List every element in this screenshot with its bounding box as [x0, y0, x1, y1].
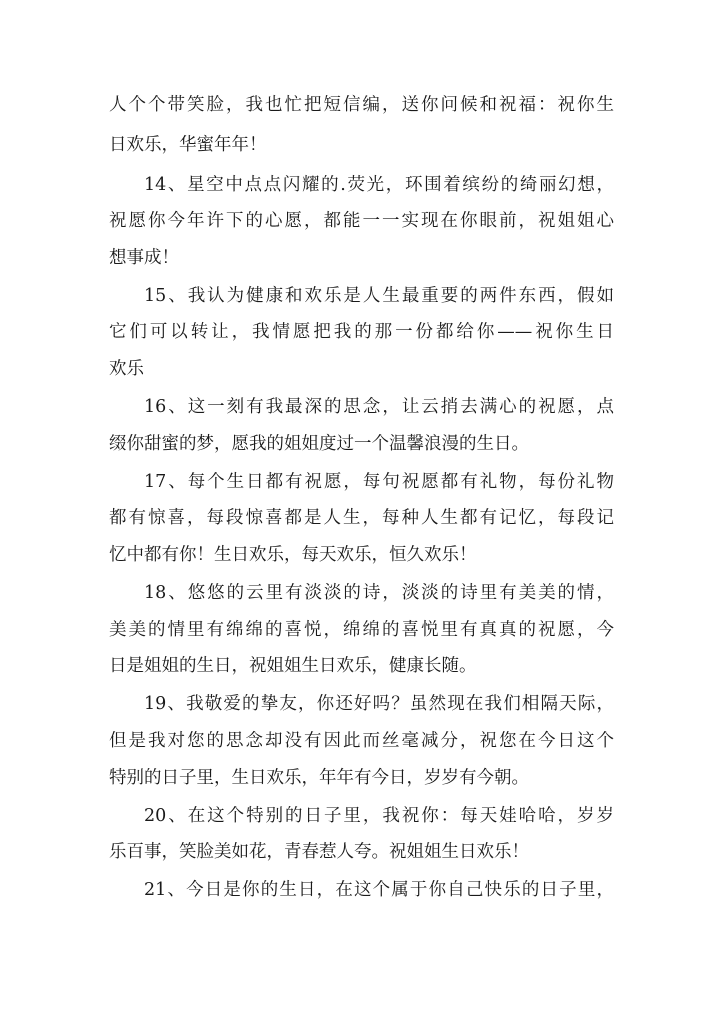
text-line: 欢乐 — [109, 359, 144, 379]
text-line: 但是我对您的思念却没有因此而丝毫减分，祝您在今日这个 — [109, 731, 614, 751]
paragraph-start-line: 17、每个生日都有祝愿，每句祝愿都有礼物，每份礼物 — [144, 472, 614, 492]
text-line: 乐百事，笑脸美如花，青春惹人夸。祝姐姐生日欢乐！ — [109, 842, 529, 862]
text-line: 日是姐姐的生日，祝姐姐生日欢乐，健康长随。 — [109, 656, 477, 676]
paragraph-start-line: 19、我敬爱的挚友，你还好吗？虽然现在我们相隔天际， — [144, 694, 614, 714]
paragraph-start-line: 15、我认为健康和欢乐是人生最重要的两件东西，假如 — [144, 286, 614, 306]
text-line: 美美的情里有绵绵的喜悦，绵绵的喜悦里有真真的祝愿，今 — [109, 620, 614, 640]
text-line: 缀你甜蜜的梦，愿我的姐姐度过一个温馨浪漫的生日。 — [109, 434, 529, 454]
paragraph-start-line: 14、星空中点点闪耀的.荧光，环围着缤纷的绮丽幻想， — [144, 175, 614, 195]
text-line: 它们可以转让，我情愿把我的那一份都给你——祝你生日 — [109, 322, 614, 342]
text-line: 都有惊喜，每段惊喜都是人生，每种人生都有记忆，每段记 — [109, 508, 614, 528]
text-line: 祝愿你今年许下的心愿，都能一一实现在你眼前，祝姐姐心 — [109, 211, 614, 231]
text-line: 忆中都有你！生日欢乐，每天欢乐，恒久欢乐！ — [109, 545, 477, 565]
text-line: 想事成！ — [109, 248, 179, 268]
text-line: 日欢乐，华蜜年年！ — [109, 135, 267, 155]
text-line: 特别的日子里，生日欢乐，年年有今日，岁岁有今朝。 — [109, 768, 529, 788]
text-line: 人个个带笑脸，我也忙把短信编，送你问候和祝福：祝你生 — [109, 95, 614, 115]
paragraph-start-line: 21、今日是你的生日，在这个属于你自己快乐的日子里， — [144, 880, 614, 900]
paragraph-start-line: 18、悠悠的云里有淡淡的诗，淡淡的诗里有美美的情， — [144, 583, 614, 603]
paragraph-start-line: 16、这一刻有我最深的思念，让云捎去满心的祝愿，点 — [144, 397, 614, 417]
paragraph-start-line: 20、在这个特别的日子里，我祝你：每天娃哈哈，岁岁 — [144, 806, 614, 826]
